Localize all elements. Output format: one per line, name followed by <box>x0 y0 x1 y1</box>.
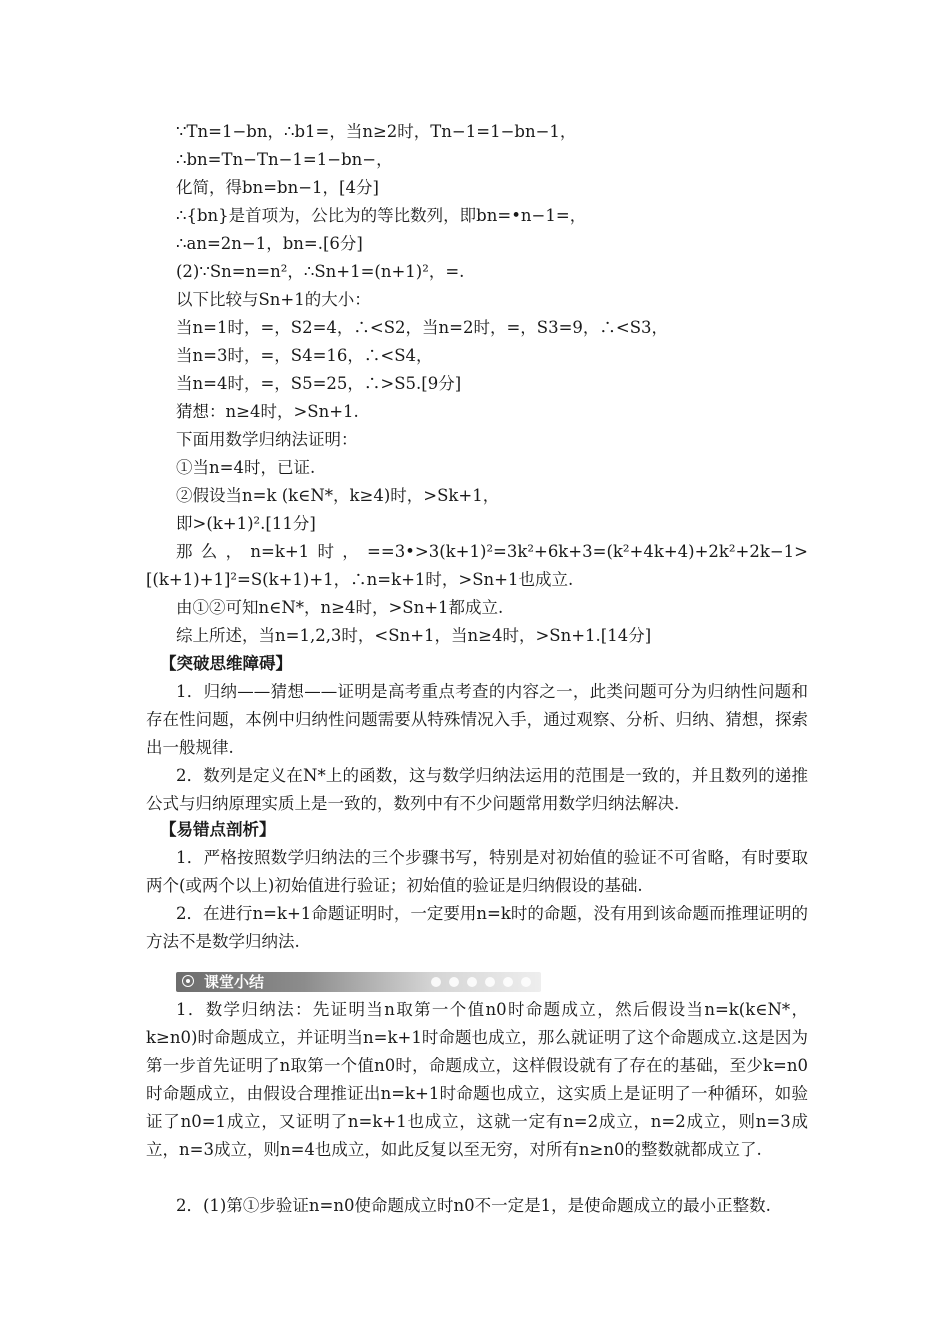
induction-step: 那么，n=k+1时，==3•>3(k+1)²=3k²+6k+3=(k²+4k+4)+2k²+2k−1>[(k+1)+1]²=S(k+1)+1，∴n=k+1时，>Sn+1也成立. <box>146 542 808 589</box>
conclusion-line: 综上所述，当n=1,2,3时，<Sn+1，当n≥4时，>Sn+1.[14分] <box>176 626 652 645</box>
proof-line: 下面用数学归纳法证明： <box>176 430 358 449</box>
proof-line: ∴bn=Tn−Tn−1=1−bn−， <box>176 150 393 169</box>
breakthrough-paragraph: 1．归纳——猜想——证明是高考重点考查的内容之一，此类问题可分为归纳性问题和存在性问题，本例中归纳性问题需要从特殊情况入手，通过观察、分析、归纳、猜想，探索出一般规律. <box>146 682 808 757</box>
proof-line: 化简，得bn=bn−1，[4分] <box>176 178 379 197</box>
proof-line: ∴an=2n−1，bn=.[6分] <box>176 234 363 253</box>
dot-icon <box>431 977 441 987</box>
errors-paragraph: 1．严格按照数学归纳法的三个步骤书写，特别是对初始值的验证不可省略，有时要取两个(或两个以上)初始值进行验证；初始值的验证是归纳假设的基础. <box>146 848 808 895</box>
proof-line: ①当n=4时，已证. <box>176 458 316 477</box>
dot-icon <box>467 977 477 987</box>
dot-icon <box>503 977 513 987</box>
proof-line: 猜想：n≥4时，>Sn+1. <box>176 402 359 421</box>
conclusion-line: 由①②可知n∈N*，n≥4时，>Sn+1都成立. <box>176 598 504 617</box>
dot-icon <box>449 977 459 987</box>
section-heading-breakthrough: 【突破思维障碍】 <box>160 654 292 673</box>
proof-line: 当n=4时，=，S5=25，∴>S5.[9分] <box>176 374 462 393</box>
proof-line: 当n=1时，=，S2=4，∴<S2，当n=2时，=，S3=9，∴<S3， <box>176 318 669 337</box>
proof-line: 当n=3时，=，S4=16，∴<S4， <box>176 346 433 365</box>
proof-line: ∴{bn}是首项为，公比为的等比数列，即bn=•n−1=， <box>176 206 587 225</box>
proof-line: 即>(k+1)².[11分] <box>176 514 316 533</box>
decorative-dots <box>431 977 531 987</box>
summary-paragraph: 1．数学归纳法：先证明当n取第一个值n0时命题成立，然后假设当n=k(k∈N*，k≥n0)时命题成立，并证明当n=k+1时命题也成立，那么就证明了这个命题成立.这是因为第一步首先证明了n取第一个值n0时，命题成立，这样假设就有了存在的基础，至少k=n0时命题成立，由假设合理推证出n=k+1时命题也成立，这实质上是证明了一种循环，如验证了n0=1成立，又证明了n=k+1也成立，这就一定有n=2成立，n=2成立，则n=3成立，n=3成立，则n=4也成立，如此反复以至无穷，对所有n≥n0的整数就都成立了. <box>146 1000 808 1159</box>
errors-paragraph: 2．在进行n=k+1命题证明时，一定要用n=k时的命题，没有用到该命题而推理证明的方法不是数学归纳法. <box>146 904 808 951</box>
dot-icon <box>521 977 531 987</box>
proof-line: 以下比较与Sn+1的大小： <box>176 290 371 309</box>
dot-icon <box>485 977 495 987</box>
target-icon <box>182 975 194 987</box>
summary-banner-title: 课堂小结 <box>204 973 265 991</box>
summary-paragraph: 2．(1)第①步验证n=n0使命题成立时n0不一定是1，是使命题成立的最小正整数. <box>176 1196 771 1215</box>
breakthrough-paragraph: 2．数列是定义在N*上的函数，这与数学归纳法运用的范围是一致的，并且数列的递推公式与归纳原理实质上是一致的，数列中有不少问题常用数学归纳法解决. <box>146 766 808 813</box>
summary-banner <box>176 972 541 992</box>
proof-line: ②假设当n=k (k∈N*，k≥4)时，>Sk+1， <box>176 486 500 505</box>
proof-line: ∵Tn=1−bn，∴b1=，当n≥2时，Tn−1=1−bn−1， <box>176 122 577 141</box>
proof-line: (2)∵Sn=n=n²，∴Sn+1=(n+1)²，=. <box>176 262 465 281</box>
section-heading-errors: 【易错点剖析】 <box>160 820 276 839</box>
